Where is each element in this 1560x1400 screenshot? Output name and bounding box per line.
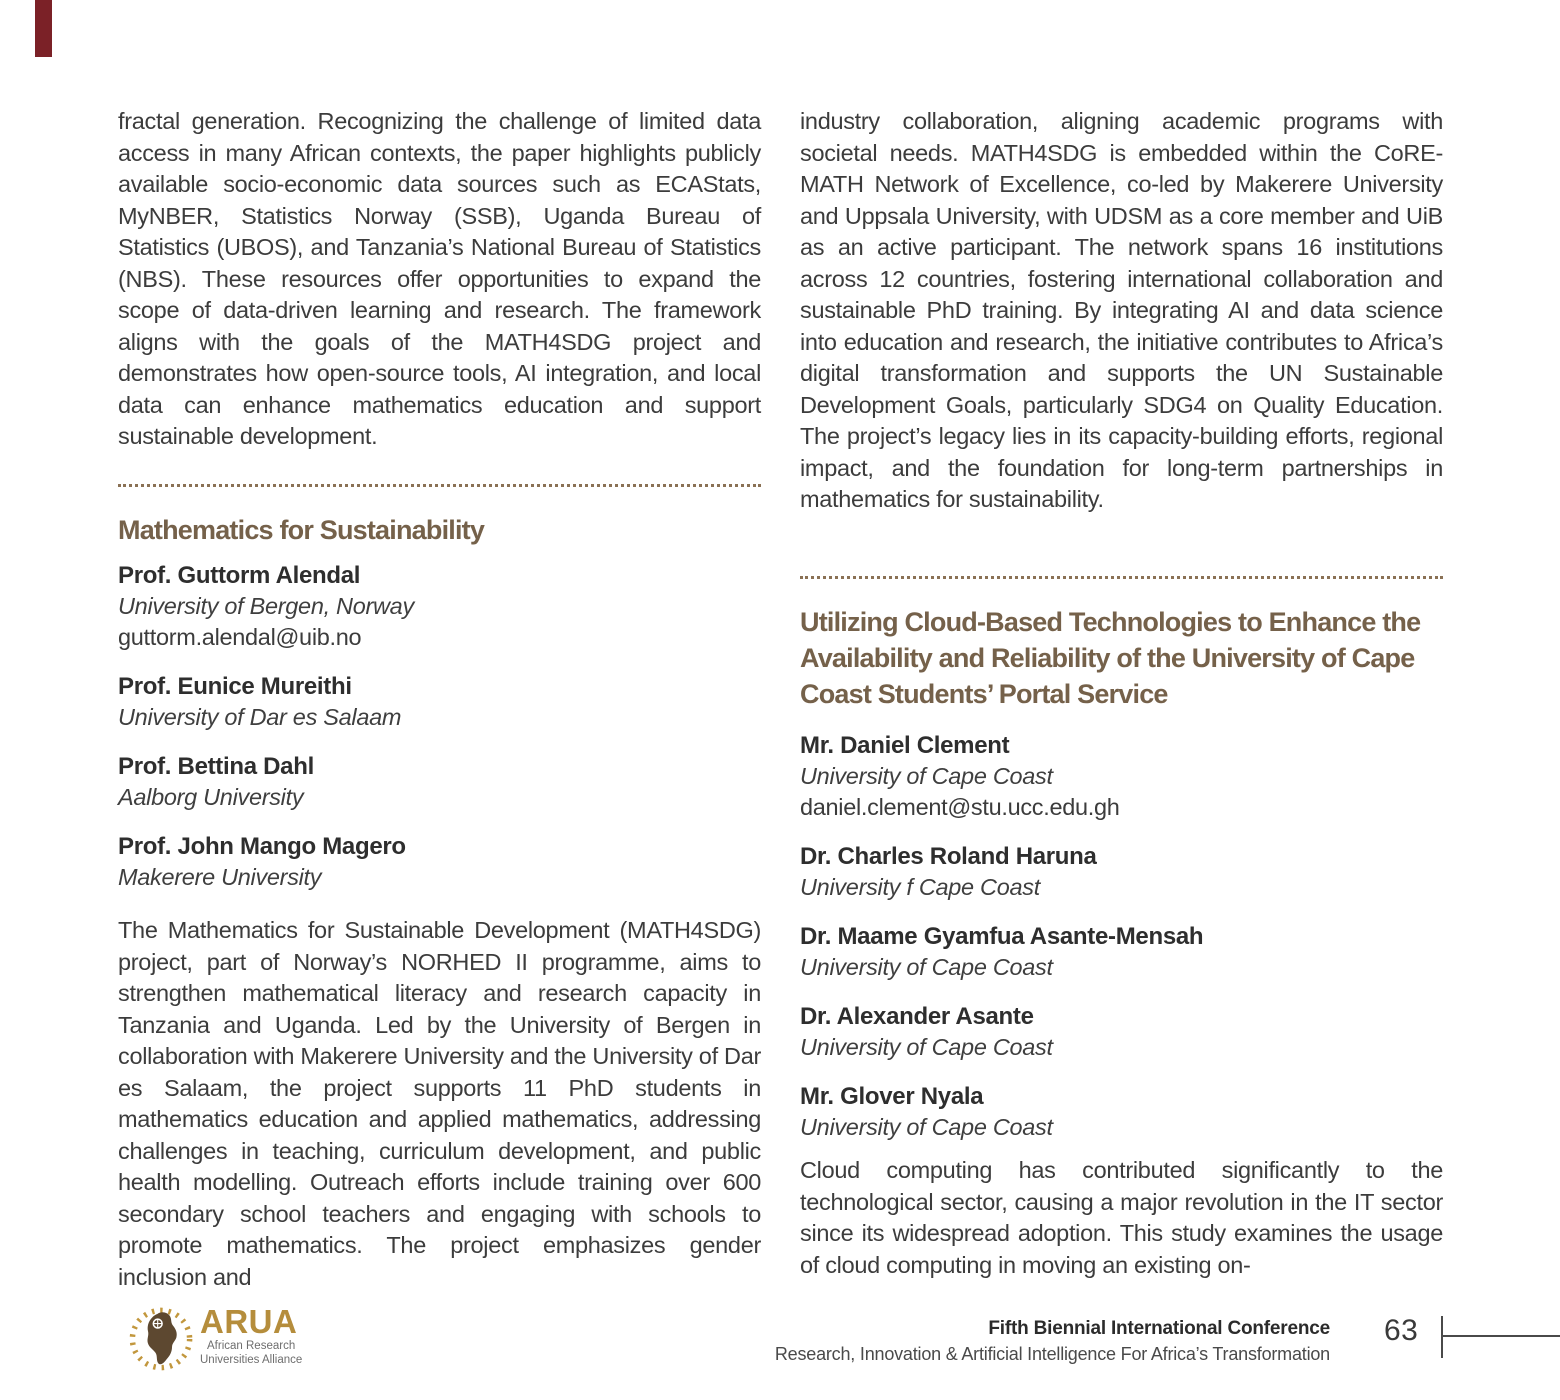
speaker-block: [800, 1001, 1443, 1063]
speaker-name: Prof. John Mango Magero: [118, 833, 406, 860]
speaker-block: [118, 831, 761, 893]
right-session-title: Utilizing Cloud-Based Technologies to Enhance the Availability and Reliability of the University of Cape Coast Students’ Portal Service: [800, 607, 1421, 709]
left-speaker-list: [118, 560, 761, 911]
speaker-name: Prof. Bettina Dahl: [118, 753, 314, 780]
left-session-abstract: The Mathematics for Sustainable Development (MATH4SDG) project, part of Norway’s NORHED II programme, aims to strengthen mathematical literacy and research capacity in Tanzania and Uganda. Led by the University of Bergen in collaboration with Makerere University and the University of Dar es Salaam, the project supports 11 PhD students in mathematics education and applied mathematics, addressing challenges in teaching, curriculum development, and public health modelling. Outreach efforts include training over 600 secondary school teachers and engaging with schools to promote mathematics. The project emphasizes gender inclusion and: [118, 917, 761, 1290]
speaker-affiliation: University of Bergen, Norway: [118, 593, 414, 619]
speaker-block: [800, 1081, 1443, 1143]
arua-subtitle-line1: African Research: [207, 1340, 296, 1352]
conference-subtitle: Research, Innovation & Artificial Intelligence For Africa’s Transformation: [774, 1344, 1330, 1364]
speaker-name: Dr. Charles Roland Haruna: [800, 843, 1097, 870]
arua-acronym: ARUA: [200, 1303, 298, 1340]
right-session-abstract: Cloud computing has contributed significantly to the technological sector, causing a major revolution in the IT sector since its widespread adoption. This study examines the usage of cloud computing in moving an existing on-: [800, 1157, 1443, 1278]
speaker-email: guttorm.alendal@uib.no: [118, 624, 362, 650]
speaker-name: Dr. Maame Gyamfua Asante-Mensah: [800, 923, 1204, 950]
speaker-name: Mr. Daniel Clement: [800, 732, 1010, 759]
speaker-block: [118, 671, 761, 733]
conference-title: Fifth Biennial International Conference: [988, 1318, 1330, 1339]
footer-conference-info: [690, 1316, 1330, 1367]
speaker-affiliation: Makerere University: [118, 864, 322, 890]
speaker-email: daniel.clement@stu.ucc.edu.gh: [800, 794, 1120, 820]
right-dotted-divider: [800, 576, 1443, 579]
speaker-affiliation: University of Dar es Salaam: [118, 704, 402, 730]
arua-logo: [128, 1300, 458, 1386]
left-dotted-divider: [118, 484, 761, 487]
speaker-block: [118, 751, 761, 813]
right-column-continuation-paragraph: industry collaboration, aligning academic programs with societal needs. MATH4SDG is embedded within the CoRE-MATH Network of Excellence, co-led by Makerere University and Uppsala University, with UDSM as a core member and UiB as an active participant. The network spans 16 institutions across 12 countries, fostering international collaboration and sustainable PhD training. By integrating AI and data science into education and research, the initiative contributes to Africa’s digital transformation and supports the UN Sustainable Development Goals, particularly SDG4 on Quality Education. The project’s legacy lies in its capacity-building efforts, regional impact, and the foundation for long-term partnerships in mathematics for sustainability.: [800, 108, 1443, 512]
arua-subtitle-line2: Universities Alliance: [200, 1354, 303, 1366]
speaker-block: [800, 841, 1443, 903]
page-edge-section-tab: [35, 0, 52, 57]
speaker-affiliation: Aalborg University: [118, 784, 304, 810]
right-speaker-list: [800, 730, 1443, 1161]
speaker-affiliation: University f Cape Coast: [800, 874, 1040, 900]
left-column-continuation-paragraph: fractal generation. Recognizing the challenge of limited data access in many African contexts, the paper highlights publicly available socio-economic data sources such as ECAStats, MyNBER, Statistics Norway (SSB), Uganda Bureau of Statistics (UBOS), and Tanzania’s National Bureau of Statistics (NBS). These resources offer opportunities to expand the scope of data-driven learning and research. The framework aligns with the goals of the MATH4SDG project and demonstrates how open-source tools, AI integration, and local data can enhance mathematics education and support sustainable development.: [118, 108, 761, 449]
arua-africa-sun-icon: [128, 1306, 194, 1372]
speaker-block: [118, 560, 761, 653]
speaker-block: [800, 730, 1443, 823]
speaker-block: [800, 921, 1443, 983]
page-number-bracket-vertical: [1441, 1316, 1443, 1358]
speaker-name: Prof. Guttorm Alendal: [118, 562, 361, 589]
speaker-affiliation: University of Cape Coast: [800, 1034, 1053, 1060]
speaker-affiliation: University of Cape Coast: [800, 954, 1053, 980]
speaker-affiliation: University of Cape Coast: [800, 763, 1053, 789]
speaker-affiliation: University of Cape Coast: [800, 1114, 1053, 1140]
speaker-name: Mr. Glover Nyala: [800, 1083, 984, 1110]
speaker-name: Prof. Eunice Mureithi: [118, 673, 352, 700]
page-number: 63: [1384, 1314, 1419, 1347]
page-number-bracket-horizontal: [1441, 1335, 1560, 1337]
left-session-title: Mathematics for Sustainability: [118, 515, 485, 545]
speaker-name: Dr. Alexander Asante: [800, 1003, 1034, 1030]
